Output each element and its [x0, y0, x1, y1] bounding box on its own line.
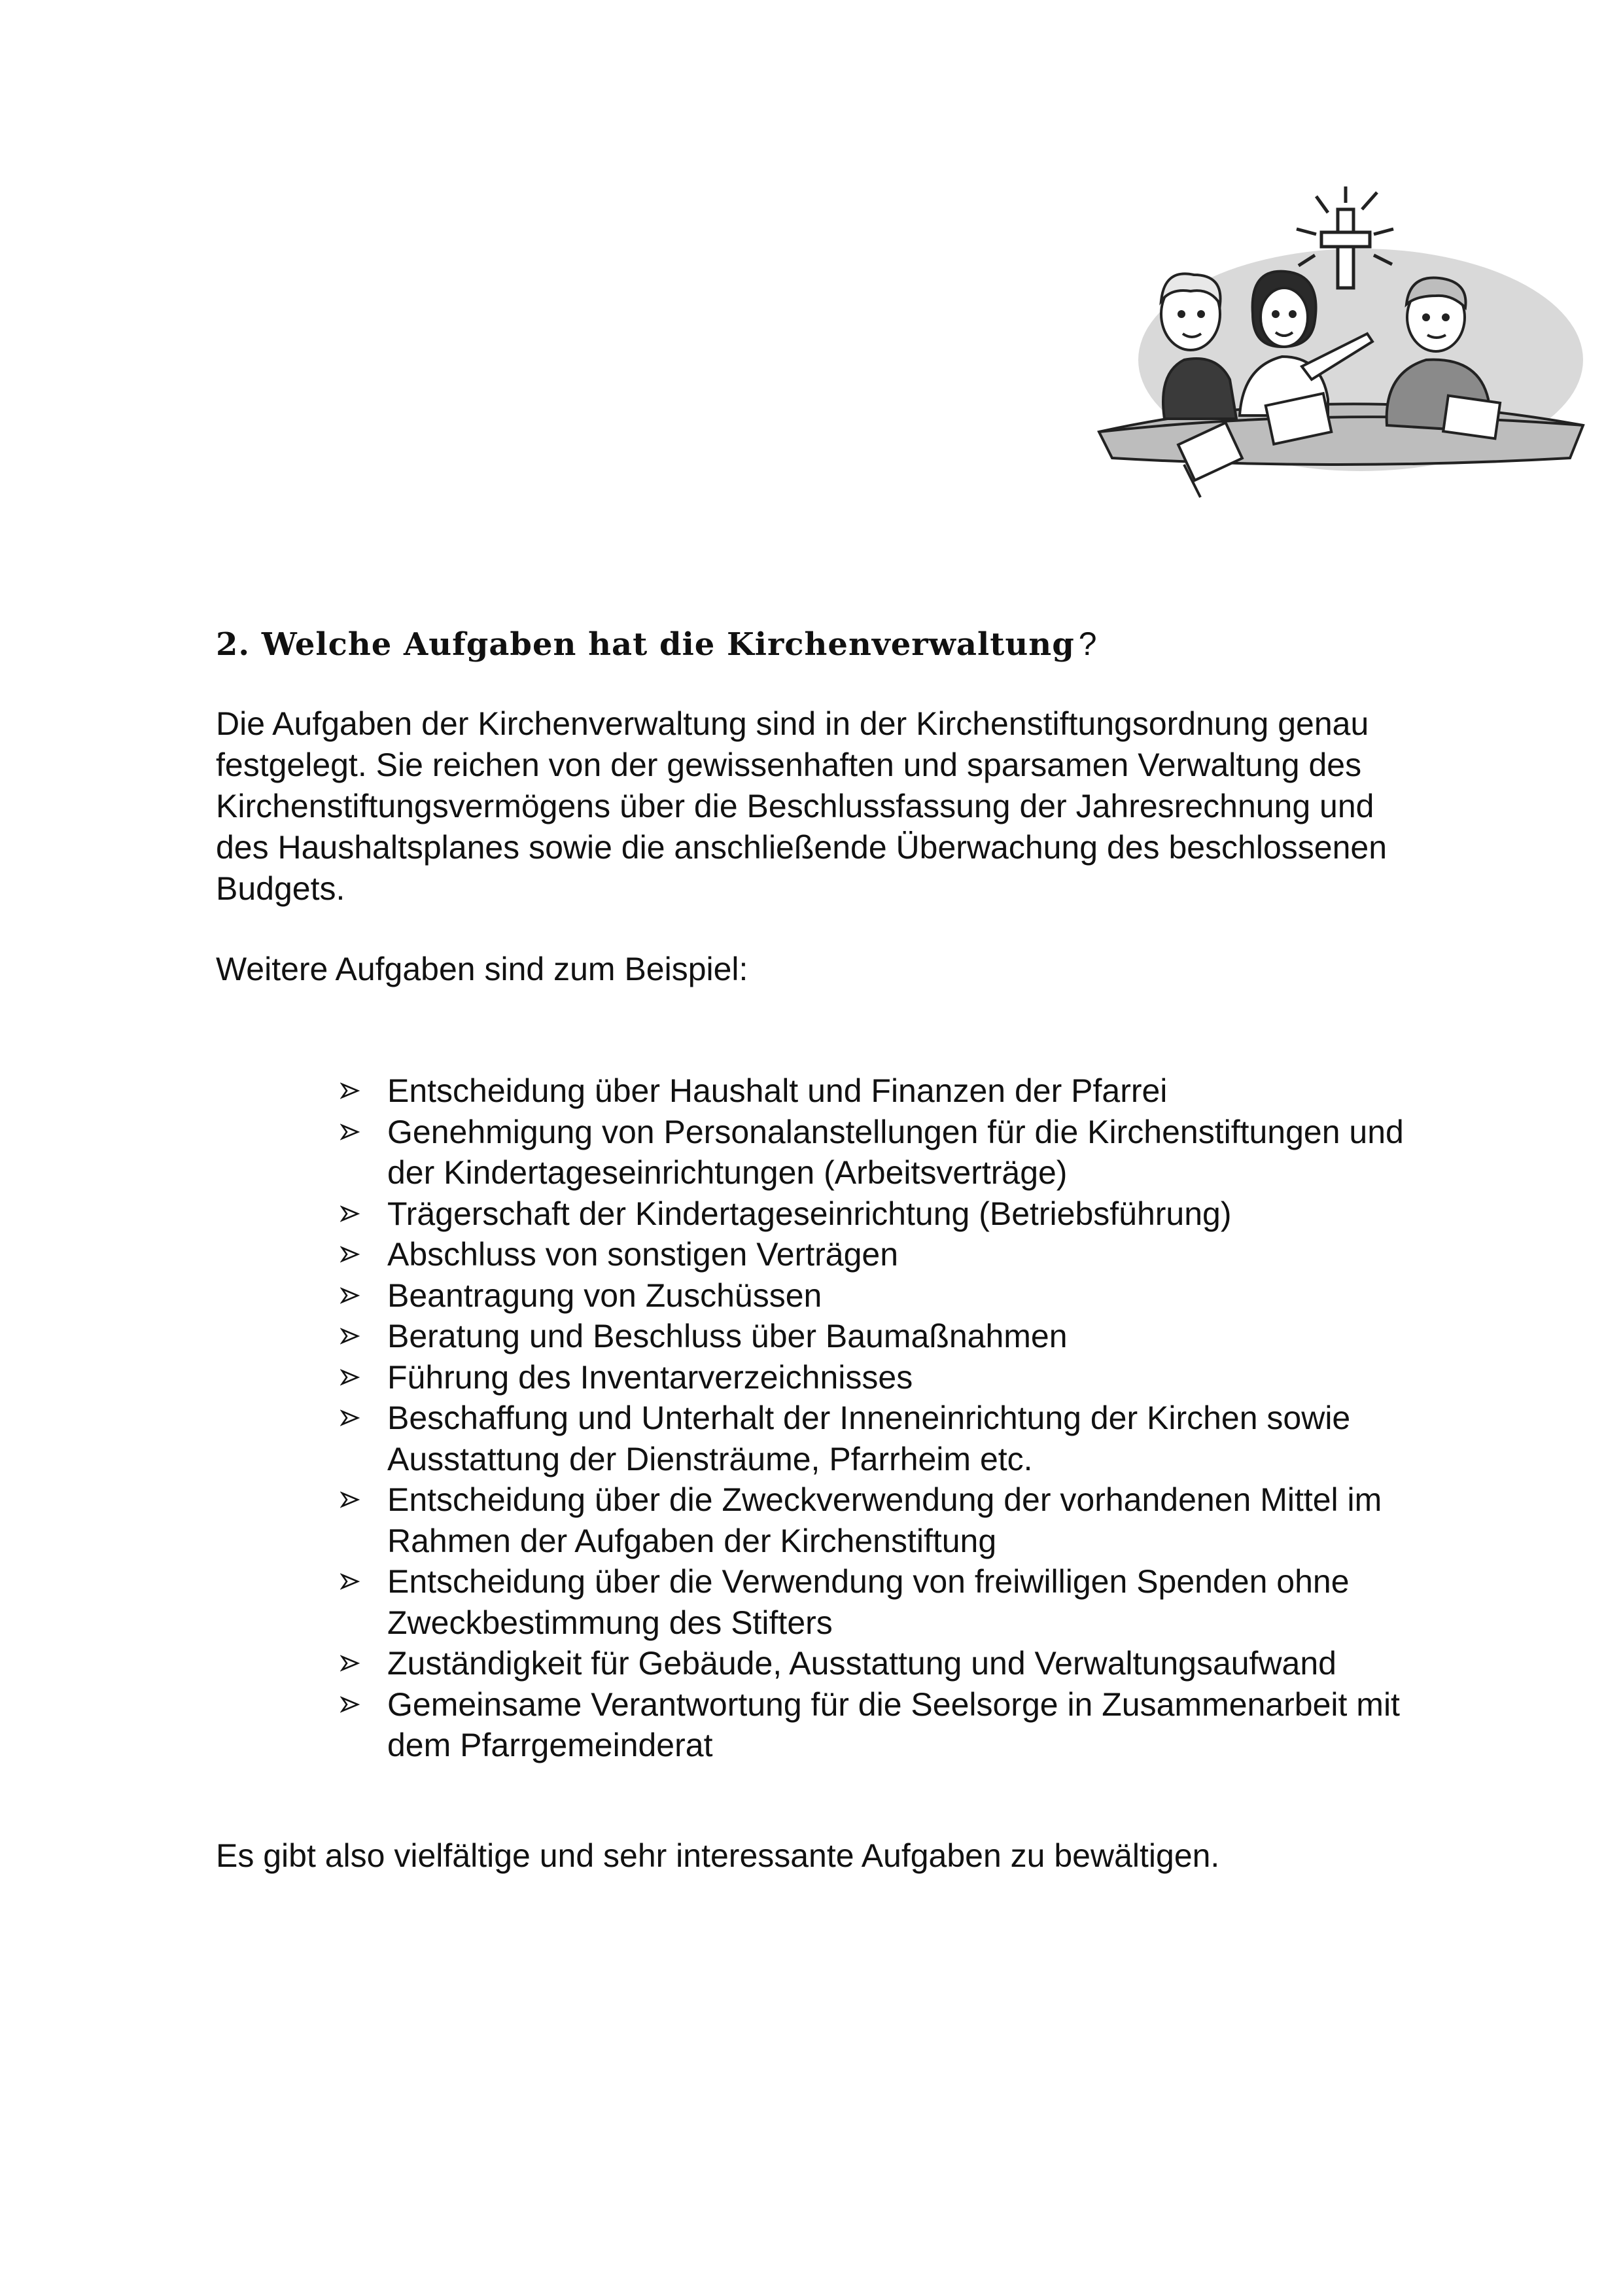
arrow-bullet-icon — [340, 1357, 387, 1398]
task-line: Zweckbestimmung des Stifters — [387, 1604, 833, 1641]
task-list — [340, 1070, 1557, 1766]
task-text — [387, 1398, 1350, 1479]
task-line: der Kindertageseinrichtungen (Arbeitsverträge) — [387, 1154, 1068, 1191]
task-list-item — [340, 1561, 1557, 1643]
task-text — [387, 1234, 898, 1275]
arrow-bullet-icon — [340, 1684, 387, 1725]
intro-line: Kirchenstiftungsvermögens über die Beschlussfassung der Jahresrechnung und — [216, 788, 1374, 824]
task-line: Führung des Inventarverzeichnisses — [387, 1358, 913, 1396]
task-list-item — [340, 1479, 1557, 1561]
task-line: Entscheidung über die Zweckverwendung der vorhandenen Mittel im — [387, 1481, 1382, 1518]
examples-label: Weitere Aufgaben sind zum Beispiel: — [216, 951, 748, 987]
task-list-item — [340, 1234, 1557, 1275]
arrow-bullet-icon — [340, 1193, 387, 1235]
heading-question-mark: ? — [1078, 626, 1098, 662]
task-list-item — [340, 1357, 1557, 1398]
task-text — [387, 1193, 1232, 1235]
task-list-item — [340, 1316, 1557, 1357]
task-list-item — [340, 1193, 1557, 1235]
arrow-bullet-icon — [340, 1479, 387, 1521]
task-line: Beratung und Beschluss über Baumaßnahmen — [387, 1318, 1068, 1354]
heading-text: 2. Welche Aufgaben hat die Kirchenverwaltung — [216, 626, 1075, 663]
task-line: Entscheidung über Haushalt und Finanzen der Pfarrei — [387, 1072, 1168, 1109]
intro-paragraph — [216, 703, 1524, 910]
people-at-table-illustration — [1086, 183, 1596, 510]
task-text — [387, 1479, 1382, 1561]
section-heading — [216, 625, 1098, 663]
task-list-item — [340, 1070, 1557, 1112]
task-text — [387, 1684, 1400, 1766]
arrow-bullet-icon — [340, 1275, 387, 1316]
task-text — [387, 1112, 1404, 1193]
task-list-item — [340, 1643, 1557, 1684]
task-text — [387, 1561, 1350, 1643]
task-text — [387, 1275, 822, 1316]
task-list-item — [340, 1275, 1557, 1316]
task-text — [387, 1070, 1167, 1112]
task-line: dem Pfarrgemeinderat — [387, 1727, 713, 1763]
task-text — [387, 1316, 1068, 1357]
task-line: Abschluss von sonstigen Verträgen — [387, 1236, 899, 1273]
task-line: Zuständigkeit für Gebäude, Ausstattung und Verwaltungsaufwand — [387, 1645, 1336, 1682]
arrow-bullet-icon — [340, 1643, 387, 1684]
arrow-bullet-icon — [340, 1398, 387, 1439]
task-text — [387, 1357, 913, 1398]
task-line: Ausstattung der Diensträume, Pfarrheim etc. — [387, 1440, 1033, 1477]
task-line: Entscheidung über die Verwendung von freiwilligen Spenden ohne — [387, 1563, 1350, 1600]
intro-line: Budgets. — [216, 870, 345, 907]
task-line: Rahmen der Aufgaben der Kirchenstiftung — [387, 1522, 997, 1559]
task-line: Beschaffung und Unterhalt der Inneneinrichtung der Kirchen sowie — [387, 1400, 1351, 1436]
task-text — [387, 1643, 1336, 1684]
arrow-bullet-icon — [340, 1234, 387, 1275]
arrow-bullet-icon — [340, 1112, 387, 1153]
task-list-item — [340, 1398, 1557, 1479]
task-line: Beantragung von Zuschüssen — [387, 1277, 822, 1314]
task-list-item — [340, 1684, 1557, 1766]
task-line: Trägerschaft der Kindertageseinrichtung (Betriebsführung) — [387, 1195, 1232, 1232]
task-line: Genehmigung von Personalanstellungen für die Kirchenstiftungen und — [387, 1113, 1404, 1150]
arrow-bullet-icon — [340, 1561, 387, 1602]
closing-sentence: Es gibt also vielfältige und sehr interessante Aufgaben zu bewältigen. — [216, 1837, 1220, 1874]
intro-line: Die Aufgaben der Kirchenverwaltung sind in der Kirchenstiftungsordnung genau — [216, 705, 1369, 742]
intro-line: festgelegt. Sie reichen von der gewissenhaften und sparsamen Verwaltung des — [216, 747, 1362, 783]
arrow-bullet-icon — [340, 1070, 387, 1112]
intro-line: des Haushaltsplanes sowie die anschließende Überwachung des beschlossenen — [216, 829, 1387, 866]
task-list-item — [340, 1112, 1557, 1193]
task-line: Gemeinsame Verantwortung für die Seelsorge in Zusammenarbeit mit — [387, 1686, 1400, 1723]
arrow-bullet-icon — [340, 1316, 387, 1357]
